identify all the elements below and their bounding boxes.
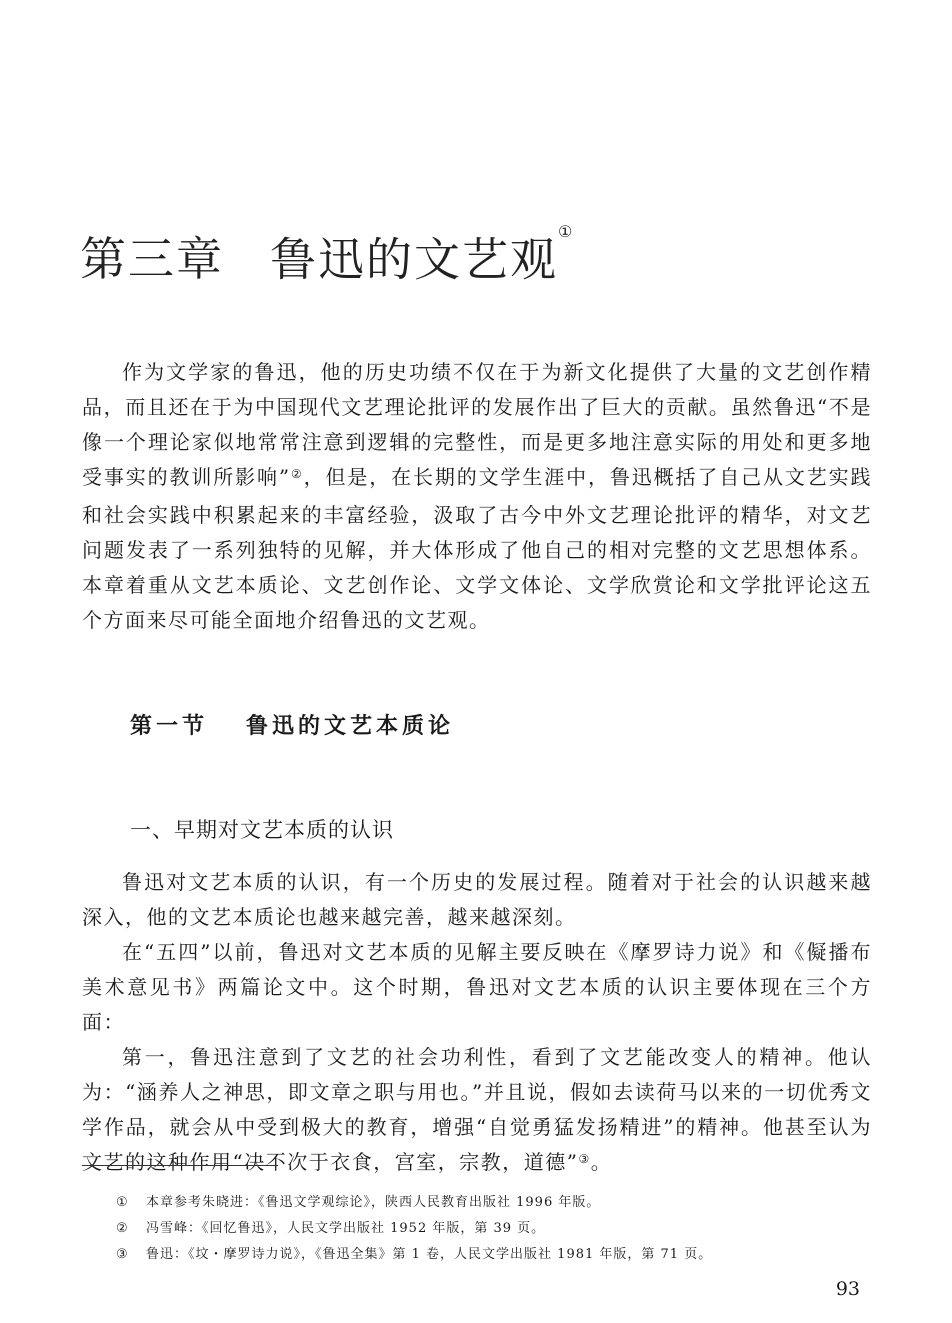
body-paragraph-3 [82,1040,872,1183]
footnote-1 [116,1190,876,1216]
chapter-footnote-ref[interactable]: ① [558,222,575,241]
footnote-text: 冯雪峰：《回忆鲁迅》，人民文学出版社 1952 年版，第 39 页。 [146,1221,546,1236]
chapter-number: 第三章 [80,232,224,287]
body-paragraph-3-part-2: 。 [590,1150,613,1174]
page-number: 93 [835,1278,860,1300]
footnote-3 [116,1242,876,1268]
body-paragraph-1: 鲁迅对文艺本质的认识，有一个历史的发展过程。随着对于社会的认识越来越深入，他的文艺本质论也越来越完善，越来越深刻。 [82,870,872,929]
footnote-ref-2[interactable]: ② [290,467,304,481]
footnote-text: 本章参考朱晓进：《鲁迅文学观综论》，陕西人民教育出版社 1996 年版。 [146,1195,601,1210]
body-paragraph-2: 在“五四”以前，鲁迅对文艺本质的见解主要反映在《摩罗诗力说》和《儗播布美术意见书》两篇论文中。这个时期，鲁迅对文艺本质的认识主要体现在三个方面： [82,940,872,1034]
intro-part-2: ，但是，在长期的文学生涯中，鲁迅概括了自己从文艺实践和社会实践中积累起来的丰富经验，汲取了古今中外文艺理论批评的精华，对文艺问题发表了一系列独特的见解，并大体形成了他自己的相对完整的文艺思想体系。本章着重从文艺本质论、文艺创作论、文学文体论、文学欣赏论和文学批评论这五个方面来尽可能全面地介绍鲁迅的文艺观。 [82,465,872,632]
body-paragraph-3-part-1: 第一，鲁迅注意到了文艺的社会功利性，看到了文艺能改变人的精神。他认为：“涵养人之神思，即文章之职与用也。”并且说，假如去读荷马以来的一切优秀文学作品，就会从中受到极大的教育，增强“自觉勇猛发扬精进”的精神。他甚至认为文艺的这种作用“决不次于衣食，宫室，宗教，道德” [82,1045,872,1174]
section-title [130,708,454,744]
body-text [82,865,872,1183]
footnote-ref-3[interactable]: ③ [578,1152,591,1166]
section-number: 第一节 [130,713,209,739]
footnote-mark: ② [116,1221,129,1236]
footnote-mark: ① [116,1195,129,1210]
footnote-text: 鲁迅：《坟・摩罗诗力说》，《鲁迅全集》第 1 卷，人民文学出版社 1981 年版，第 71 页。 [146,1247,713,1262]
footnote-2 [116,1216,876,1242]
intro-paragraph [82,355,872,638]
intro-text [82,355,872,638]
section-title-text: 鲁迅的文艺本质论 [246,713,455,739]
chapter-title-text: 鲁迅的文艺观 [270,232,558,287]
chapter-title [80,222,574,291]
intro-part-1: 作为文学家的鲁迅，他的历史功绩不仅在于为新文化提供了大量的文艺创作精品，而且还在于为中国现代文艺理论批评的发展作出了巨大的贡献。虽然鲁迅“不是像一个理论家似地常常注意到逻辑的完整性，而是更多地注意实际的用处和更多地受事实的教训所影响” [82,360,872,489]
footnotes [116,1190,876,1268]
subsection-title: 一、早期对文艺本质的认识 [130,818,394,842]
footnote-mark: ③ [116,1247,129,1262]
footnote-divider [82,1165,278,1166]
